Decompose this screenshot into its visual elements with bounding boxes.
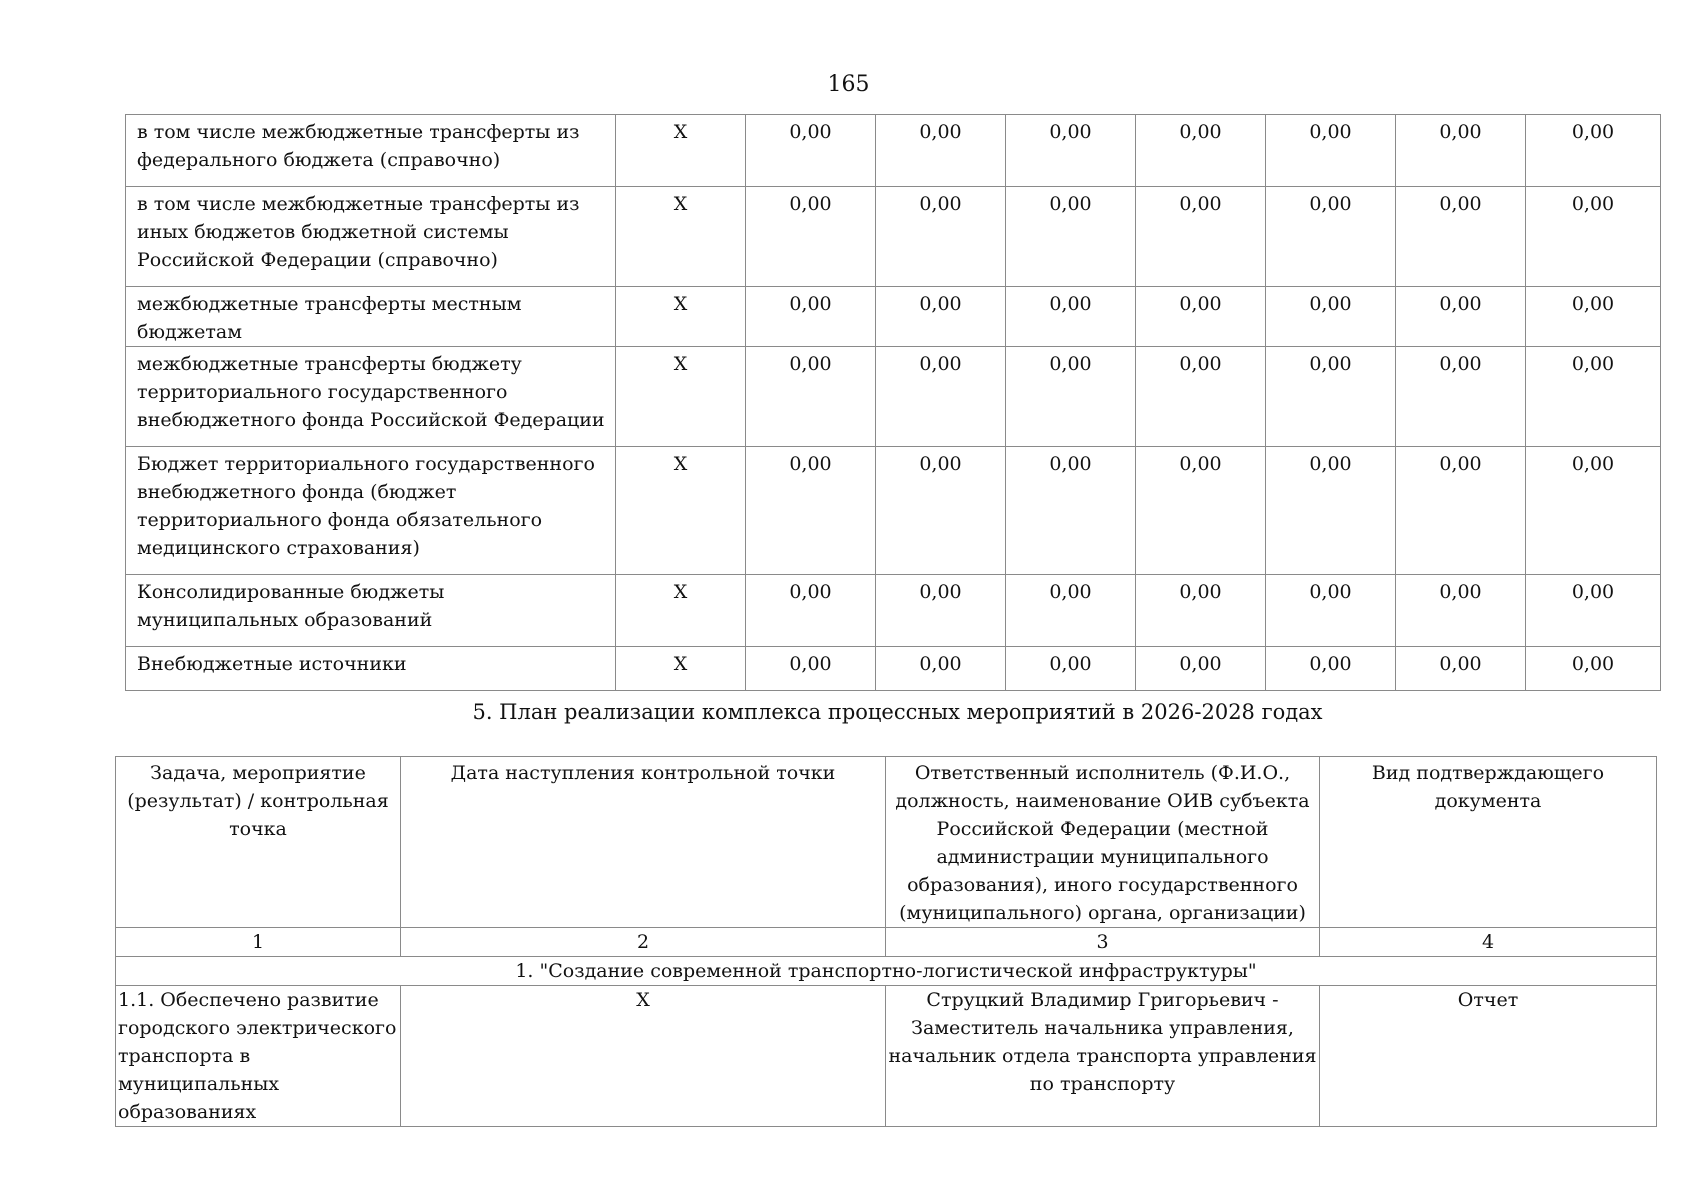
value-cell: 0,00 <box>1396 575 1526 647</box>
row-label: межбюджетные трансферты местным бюджетам <box>126 287 616 347</box>
executor-cell: Струцкий Владимир Григорьевич - Заместитель начальника управления, начальник отдела транспорта управления по транспорту <box>886 986 1320 1127</box>
value-cell: 0,00 <box>746 187 876 287</box>
value-cell: 0,00 <box>1526 187 1661 287</box>
value-cell: 0,00 <box>1006 115 1136 187</box>
value-cell: 0,00 <box>1526 115 1661 187</box>
value-cell: 0,00 <box>1136 347 1266 447</box>
page-number: 165 <box>827 72 870 97</box>
value-cell: 0,00 <box>1136 187 1266 287</box>
financing-table <box>125 114 1661 691</box>
header-date: Дата наступления контрольной точки <box>401 757 886 928</box>
financing-row <box>126 287 1661 347</box>
value-cell: 0,00 <box>1266 447 1396 575</box>
row-label: межбюджетные трансферты бюджету территориального государственного внебюджетного фонда Российской Федерации <box>126 347 616 447</box>
row-label: в том числе межбюджетные трансферты из иных бюджетов бюджетной системы Российской Федерации (справочно) <box>126 187 616 287</box>
value-cell: 0,00 <box>1396 347 1526 447</box>
value-cell: 0,00 <box>1526 447 1661 575</box>
value-cell: 0,00 <box>876 447 1006 575</box>
x-mark-cell: X <box>616 115 746 187</box>
x-mark-cell: X <box>616 287 746 347</box>
value-cell: 0,00 <box>1266 287 1396 347</box>
x-mark-cell: X <box>616 647 746 691</box>
plan-row <box>116 986 1657 1127</box>
financing-row <box>126 647 1661 691</box>
plan-table <box>115 756 1657 1127</box>
value-cell: 0,00 <box>1136 287 1266 347</box>
column-number: 3 <box>886 928 1320 957</box>
header-executor: Ответственный исполнитель (Ф.И.О., должность, наименование ОИВ субъекта Российской Федерации (местной администрации муниципального образования), иного государственного (муниципального) органа, организации) <box>886 757 1320 928</box>
financing-row <box>126 115 1661 187</box>
value-cell: 0,00 <box>746 647 876 691</box>
row-label: Внебюджетные источники <box>126 647 616 691</box>
value-cell: 0,00 <box>1006 447 1136 575</box>
value-cell: 0,00 <box>1266 187 1396 287</box>
value-cell: 0,00 <box>876 347 1006 447</box>
task-cell: 1.1. Обеспечено развитие городского электрического транспорта в муниципальных образованиях <box>116 986 401 1127</box>
plan-header-row <box>116 757 1657 928</box>
value-cell: 0,00 <box>1396 647 1526 691</box>
x-mark-cell: X <box>616 447 746 575</box>
document-cell: Отчет <box>1320 986 1657 1127</box>
x-mark-cell: X <box>616 187 746 287</box>
value-cell: 0,00 <box>1136 575 1266 647</box>
financing-row <box>126 347 1661 447</box>
row-label: в том числе межбюджетные трансферты из федерального бюджета (справочно) <box>126 115 616 187</box>
x-mark-cell: X <box>616 575 746 647</box>
value-cell: 0,00 <box>1266 575 1396 647</box>
section-title: 5. План реализации комплекса процессных мероприятий в 2026-2028 годах <box>472 700 1323 724</box>
value-cell: 0,00 <box>1396 447 1526 575</box>
value-cell: 0,00 <box>1526 347 1661 447</box>
financing-row <box>126 575 1661 647</box>
column-number: 4 <box>1320 928 1657 957</box>
date-cell: X <box>401 986 886 1127</box>
financing-row <box>126 187 1661 287</box>
column-number: 1 <box>116 928 401 957</box>
value-cell: 0,00 <box>1006 647 1136 691</box>
value-cell: 0,00 <box>1526 287 1661 347</box>
row-label: Бюджет территориального государственного внебюджетного фонда (бюджет территориального фонда обязательного медицинского страхования) <box>126 447 616 575</box>
header-task: Задача, мероприятие (результат) / контрольная точка <box>116 757 401 928</box>
task-heading-row <box>116 957 1657 986</box>
value-cell: 0,00 <box>1136 447 1266 575</box>
value-cell: 0,00 <box>876 187 1006 287</box>
value-cell: 0,00 <box>1526 575 1661 647</box>
value-cell: 0,00 <box>1006 287 1136 347</box>
column-number: 2 <box>401 928 886 957</box>
value-cell: 0,00 <box>1006 347 1136 447</box>
value-cell: 0,00 <box>1396 187 1526 287</box>
financing-row <box>126 447 1661 575</box>
value-cell: 0,00 <box>876 575 1006 647</box>
task-heading: 1. "Создание современной транспортно-логистической инфраструктуры" <box>116 957 1657 986</box>
value-cell: 0,00 <box>746 287 876 347</box>
value-cell: 0,00 <box>746 115 876 187</box>
value-cell: 0,00 <box>1266 347 1396 447</box>
value-cell: 0,00 <box>876 287 1006 347</box>
value-cell: 0,00 <box>1266 115 1396 187</box>
value-cell: 0,00 <box>1396 115 1526 187</box>
value-cell: 0,00 <box>1006 575 1136 647</box>
value-cell: 0,00 <box>1396 287 1526 347</box>
column-numbers-row <box>116 928 1657 957</box>
value-cell: 0,00 <box>1136 647 1266 691</box>
value-cell: 0,00 <box>746 575 876 647</box>
value-cell: 0,00 <box>1266 647 1396 691</box>
x-mark-cell: X <box>616 347 746 447</box>
value-cell: 0,00 <box>1136 115 1266 187</box>
value-cell: 0,00 <box>1006 187 1136 287</box>
value-cell: 0,00 <box>746 347 876 447</box>
header-document: Вид подтверждающего документа <box>1320 757 1657 928</box>
row-label: Консолидированные бюджеты муниципальных образований <box>126 575 616 647</box>
value-cell: 0,00 <box>746 447 876 575</box>
value-cell: 0,00 <box>876 647 1006 691</box>
value-cell: 0,00 <box>1526 647 1661 691</box>
value-cell: 0,00 <box>876 115 1006 187</box>
